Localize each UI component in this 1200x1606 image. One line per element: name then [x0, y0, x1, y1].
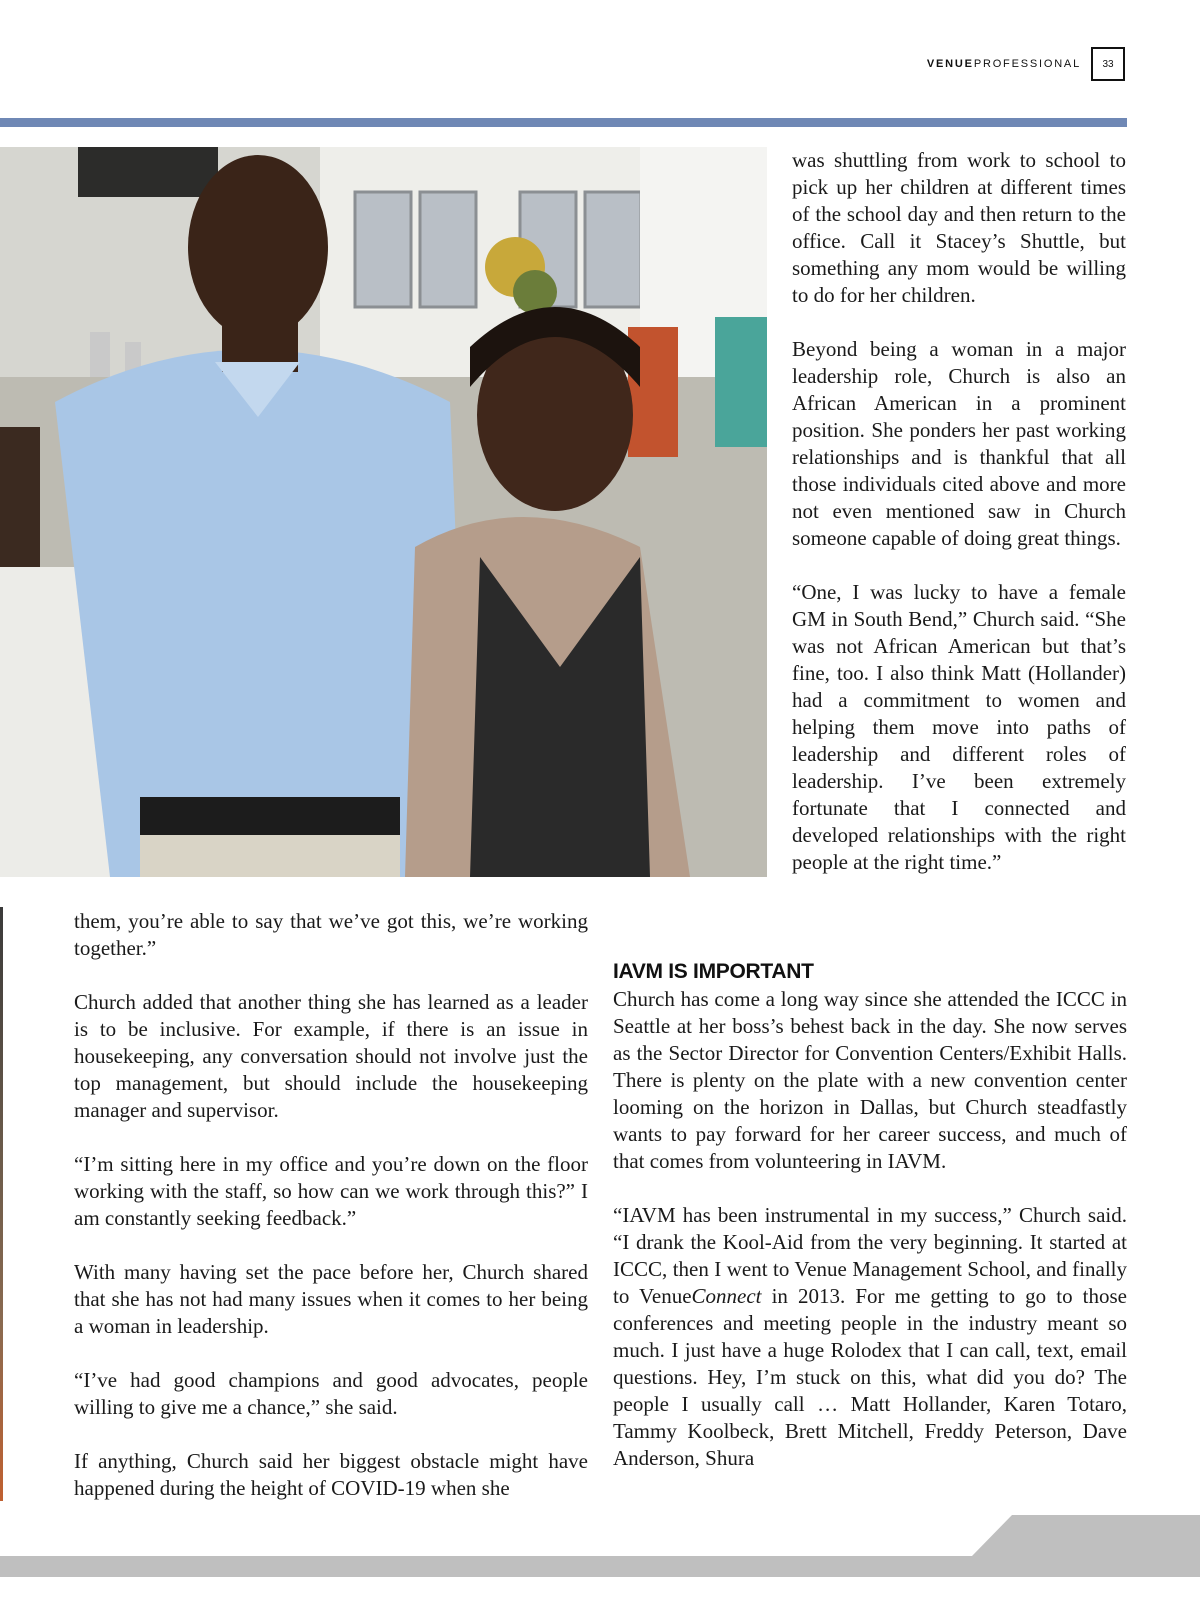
paragraph: If anything, Church said her biggest obstacle might have happened during the height of COVID-19 when she: [74, 1449, 588, 1500]
paragraph: them, you’re able to say that we’ve got this, we’re working together.”: [74, 909, 588, 960]
paragraph: “I’ve had good champions and good advocates, people willing to give me a chance,” she said.: [74, 1368, 588, 1419]
paragraph: Church has come a long way since she attended the ICCC in Seattle at her boss’s behest back in the day. She now serves as the Sector Director for Convention Centers/Exhibit Halls. There is plenty on the plate with a new convention center looming on the horizon in Dallas, but Church steadfastly wants to pay forward for her career success, and much of that comes from volunteering in IAVM.: [613, 987, 1127, 1173]
page-number: 33: [1091, 47, 1125, 81]
paragraph: “I’m sitting here in my office and you’re down on the floor working with the staff, so how can we work through this?” I am constantly seeking feedback.”: [74, 1152, 588, 1230]
page-header: [927, 46, 1125, 82]
photo-icon: [0, 147, 767, 877]
brand-rest: PROFESSIONAL: [973, 58, 1081, 70]
text-run: in 2013. For me getting to go to those conferences and meeting people in the industry meant so much. I just have a huge Rolodex that I can call, text, email questions. Hey, I’m stuck on this, what did you do? The people I usually call … Matt Hollander, Karen Totaro, Tammy Koolbeck, Brett Mitchell, Freddy Peterson, Dave Anderson, Shura: [613, 1284, 1128, 1470]
paragraph: Church added that another thing she has learned as a leader is to be inclusive. For example, if there is an issue in housekeeping, any conversation should not involve just the top management, but should include the housekeeping manager and supervisor.: [74, 990, 588, 1122]
article-photo: [0, 147, 767, 877]
header-rule: [0, 118, 1127, 127]
paragraph: [613, 1202, 1127, 1472]
magazine-brand: [927, 58, 1081, 70]
column-right-top: [792, 147, 1126, 876]
paragraph: was shuttling from work to school to pick up her children at different times of the school day and then return to the office. Call it Stacey’s Shuttle, but something any mom would be willing to do for her children.: [792, 148, 1126, 307]
footer-bar: [0, 1556, 1200, 1577]
paragraph: “One, I was lucky to have a female GM in South Bend,” Church said. “She was not African American but that’s fine, too. I also think Matt (Hollander) had a commitment to women and helping them move into paths of leadership and different roles of leadership. I’ve been extremely fortunate that I connected and developed relationships with the right people at the right time.”: [792, 580, 1126, 874]
brand-bold: VENUE: [926, 58, 974, 70]
column-left: [74, 908, 588, 1502]
column-right-bottom: [613, 958, 1127, 1472]
text-italic: Connect: [691, 1284, 762, 1308]
section-heading: IAVM IS IMPORTANT: [613, 960, 814, 983]
footer-tab: [972, 1515, 1200, 1556]
left-edge-strip: [0, 907, 3, 1501]
paragraph: With many having set the pace before her, Church shared that she has not had many issues when it comes to her being a woman in leadership.: [74, 1260, 588, 1338]
paragraph: Beyond being a woman in a major leadership role, Church is also an African American in a prominent position. She ponders her past working relationships and is thankful that all those individuals cited above and more not even mentioned saw in Church someone capable of doing great things.: [792, 337, 1126, 550]
text-run: “IAVM has been instrumental in my success,” Church said. “I drank the Kool-Aid from the very beginning. It started at ICCC, then I went to Venue Management School, and finally to Venue: [613, 1203, 1127, 1308]
